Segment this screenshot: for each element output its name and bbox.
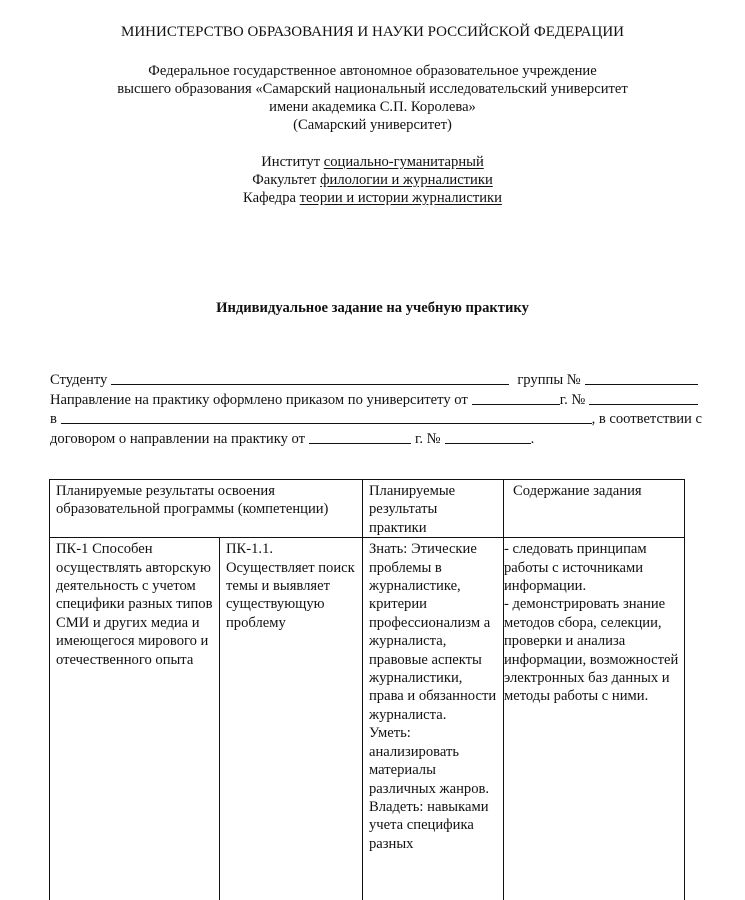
- content-item: - следовать принципам работы с источниками информации.: [504, 541, 647, 595]
- faculty-value: филологии и журналистики: [320, 172, 493, 188]
- table-row: [50, 538, 685, 900]
- university-name-block: [0, 62, 745, 134]
- contract-line: [50, 430, 702, 450]
- division-block: [0, 153, 745, 207]
- student-label: Студенту: [50, 372, 108, 388]
- university-line: (Самарский университет): [293, 117, 452, 133]
- indicator-cell: ПК-1.1. Осуществляет поиск темы и выявляет существующую проблему: [220, 538, 363, 900]
- order-line: [50, 391, 702, 411]
- order-year-number-label: г. №: [559, 391, 586, 408]
- results-be-able: Уметь: анализировать материалы различных жанров.: [369, 725, 490, 797]
- table-header-row: [50, 480, 685, 538]
- department-value: теории и истории журналистики: [299, 190, 502, 206]
- student-line: [50, 371, 702, 391]
- task-table: [49, 479, 685, 900]
- contract-year-number-label: г. №: [415, 430, 441, 447]
- department-line: [0, 189, 745, 207]
- results-master: Владеть: навыками учета специфика разных: [369, 798, 489, 852]
- faculty-line: [0, 171, 745, 189]
- practice-results-cell: [363, 538, 504, 900]
- competence-cell: ПК-1 Способен осуществлять авторскую деятельность с учетом специфики разных типов СМИ и других медиа и имеющегося мирового и отечественного опыта: [50, 538, 220, 900]
- organization-field[interactable]: [61, 410, 592, 424]
- document-title: Индивидуальное задание на учебную практику: [216, 300, 529, 316]
- group-number-field[interactable]: [585, 371, 698, 385]
- content-item: - демонстрировать знание методов сбора, селекции, проверки и анализа информации, возможностей электронных баз данных и методы работы с ними.: [504, 596, 679, 705]
- department-label: Кафедра: [243, 190, 297, 206]
- student-name-field[interactable]: [111, 371, 509, 385]
- task-content-cell: [504, 538, 685, 900]
- institute-value: социально-гуманитарный: [323, 154, 484, 170]
- university-line: Федеральное государственное автономное образовательное учреждение: [148, 63, 597, 79]
- group-label: группы №: [517, 372, 581, 388]
- contract-date-field[interactable]: [309, 430, 411, 444]
- university-line: высшего образования «Самарский национальный исследовательский университет: [117, 81, 628, 97]
- results-know: Знать: Этические проблемы в журналистике, критерии профессионализм а журналиста, правовые аспекты журналистики, права и обязанности журналиста.: [369, 541, 497, 723]
- institute-line: [0, 153, 745, 171]
- order-text: Направление на практику оформлено приказом по университету от: [50, 391, 468, 408]
- faculty-label: Факультет: [252, 172, 317, 188]
- contract-text: договором о направлении на практику от: [50, 430, 306, 447]
- assignment-form: [50, 371, 702, 449]
- institute-label: Институт: [261, 154, 321, 170]
- in-label: в: [50, 411, 57, 427]
- order-number-field[interactable]: [589, 391, 698, 405]
- header-task-content: Содержание задания: [504, 480, 685, 538]
- contract-number-field[interactable]: [445, 430, 531, 444]
- header-competences: Планируемые результаты освоения образовательной программы (компетенции): [50, 480, 363, 538]
- order-date-field[interactable]: [472, 391, 560, 405]
- university-line: имени академика С.П. Королева»: [269, 99, 476, 115]
- end-period: .: [530, 430, 535, 447]
- organization-line: [50, 410, 702, 430]
- ministry-heading: МИНИСТЕРСТВО ОБРАЗОВАНИЯ И НАУКИ РОССИЙСКОЙ ФЕДЕРАЦИИ: [121, 24, 624, 40]
- accordance-text: , в соответствии с: [591, 411, 702, 427]
- header-practice-results: Планируемые результаты практики: [363, 480, 504, 538]
